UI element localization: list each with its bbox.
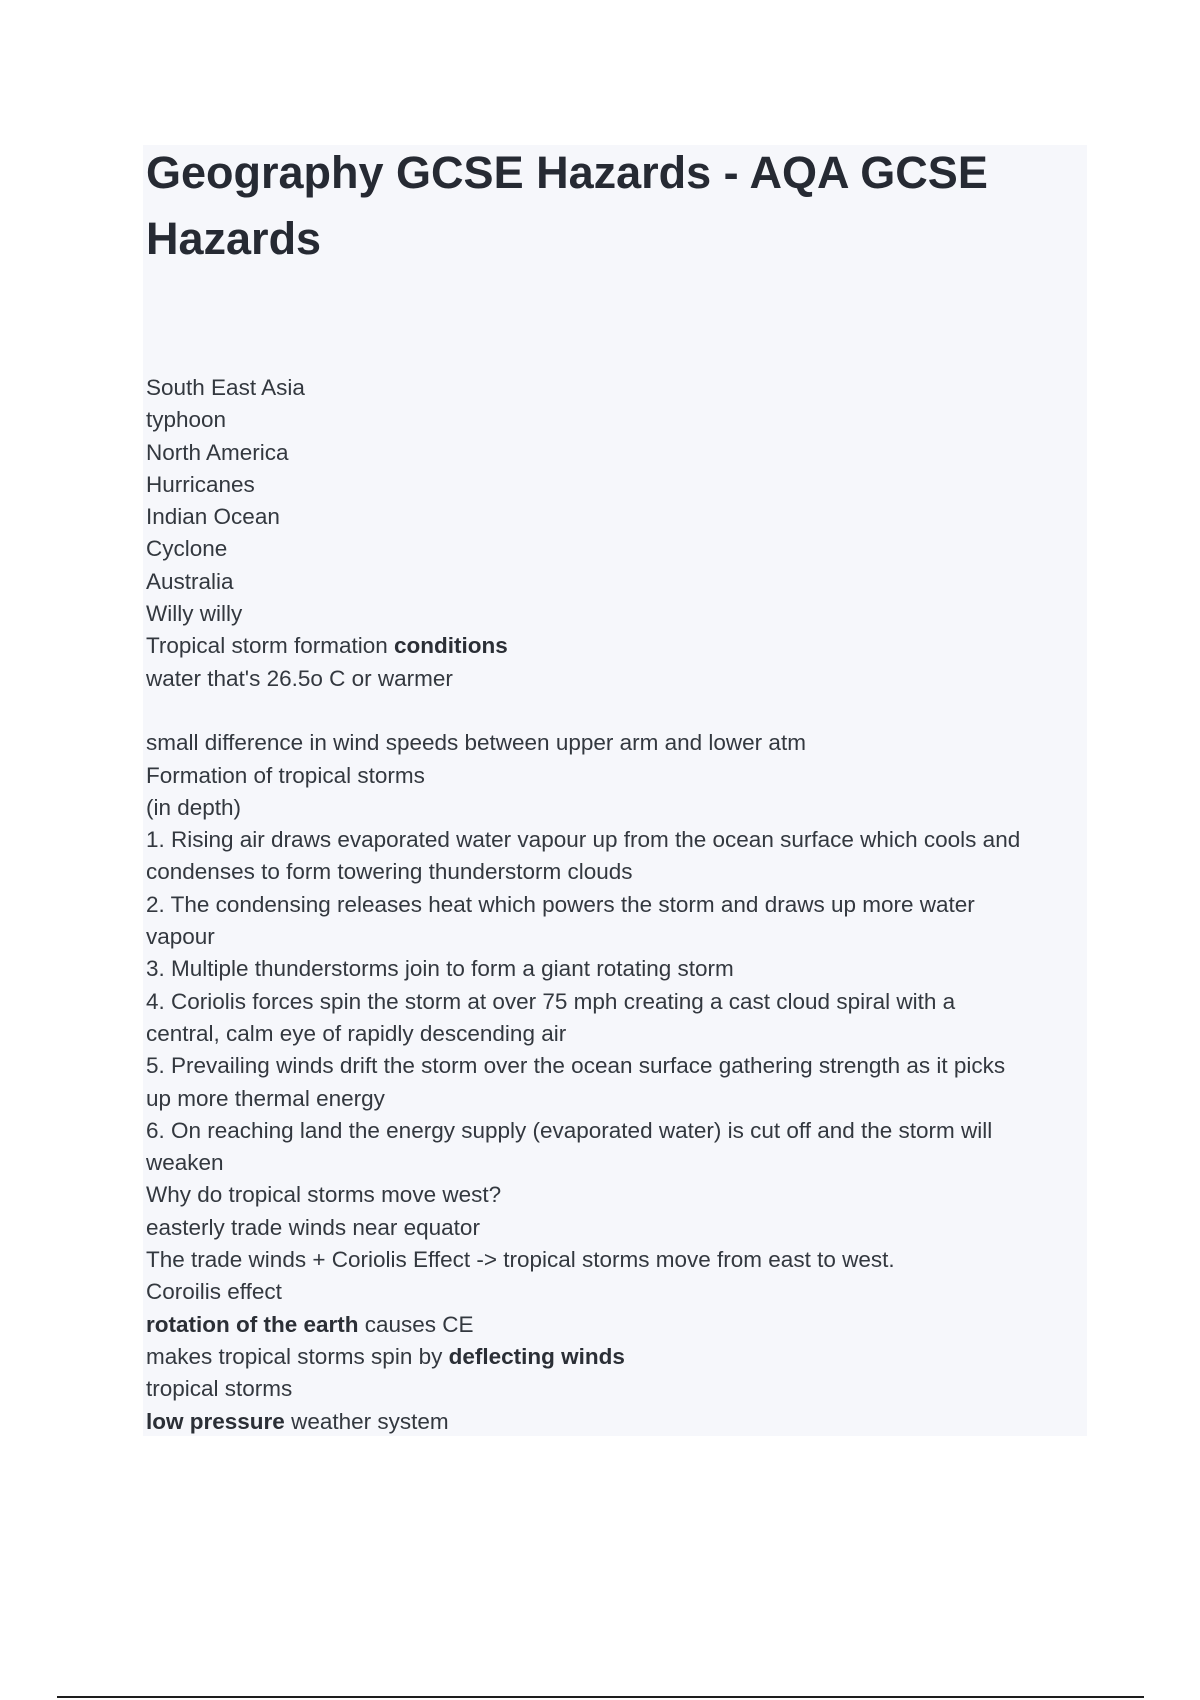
text-line xyxy=(146,1341,1086,1373)
document-body xyxy=(146,372,1086,1438)
text-line: 6. On reaching land the energy supply (evaporated water) is cut off and the storm will xyxy=(146,1117,993,1143)
text-line: 4. Coriolis forces spin the storm at over 75 mph creating a cast cloud spiral with a xyxy=(146,988,956,1014)
bold-term: low pressure xyxy=(146,1408,285,1434)
text-segment: makes tropical storms spin by xyxy=(146,1343,449,1369)
text-line: water that's 26.5o C or warmer xyxy=(146,665,453,691)
text-line: easterly trade winds near equator xyxy=(146,1214,480,1240)
text-line: central, calm eye of rapidly descending air xyxy=(146,1020,567,1046)
text-line: The trade winds + Coriolis Effect -> tropical storms move from east to west. xyxy=(146,1247,895,1273)
text-line: 2. The condensing releases heat which powers the storm and draws up more water xyxy=(146,891,975,917)
blank-line xyxy=(146,695,1086,727)
text-line: up more thermal energy xyxy=(146,1085,385,1111)
text-line: 1. Rising air draws evaporated water vapour up from the ocean surface which cools and xyxy=(146,827,1021,853)
text-line: tropical storms xyxy=(146,1376,293,1402)
bold-term: rotation of the earth xyxy=(146,1311,359,1337)
text-line xyxy=(146,1309,1086,1341)
text-line: Coroilis effect xyxy=(146,1279,282,1305)
text-line: Australia xyxy=(146,568,234,594)
text-line: South East Asia xyxy=(146,375,305,400)
text-line: Formation of tropical storms xyxy=(146,762,425,788)
text-line: Indian Ocean xyxy=(146,504,280,530)
text-line: North America xyxy=(146,439,289,465)
text-line xyxy=(146,630,1086,662)
text-line: Why do tropical storms move west? xyxy=(146,1182,502,1208)
text-line: 3. Multiple thunderstorms join to form a giant rotating storm xyxy=(146,956,734,982)
text-line: Cyclone xyxy=(146,536,228,562)
text-segment: causes CE xyxy=(358,1311,474,1337)
text-line: 5. Prevailing winds drift the storm over the ocean surface gathering strength as it picks xyxy=(146,1053,1006,1079)
bold-term: deflecting winds xyxy=(448,1343,625,1369)
text-line: Hurricanes xyxy=(146,471,255,497)
text-line: condenses to form towering thunderstorm clouds xyxy=(146,859,633,885)
text-line: small difference in wind speeds between upper arm and lower atm xyxy=(146,730,806,756)
document-title: Geography GCSE Hazards - AQA GCSE Hazards xyxy=(146,147,988,264)
text-line xyxy=(146,1406,1086,1438)
bold-term: conditions xyxy=(393,633,508,659)
text-segment: weather system xyxy=(284,1408,449,1434)
text-line: typhoon xyxy=(146,407,227,433)
page-footer-rule xyxy=(57,1696,1144,1698)
text-line: weaken xyxy=(146,1150,224,1176)
text-line: Willy willy xyxy=(146,601,243,627)
text-segment: Tropical storm formation xyxy=(146,633,394,659)
text-line: vapour xyxy=(146,924,215,950)
text-line: (in depth) xyxy=(146,794,242,820)
